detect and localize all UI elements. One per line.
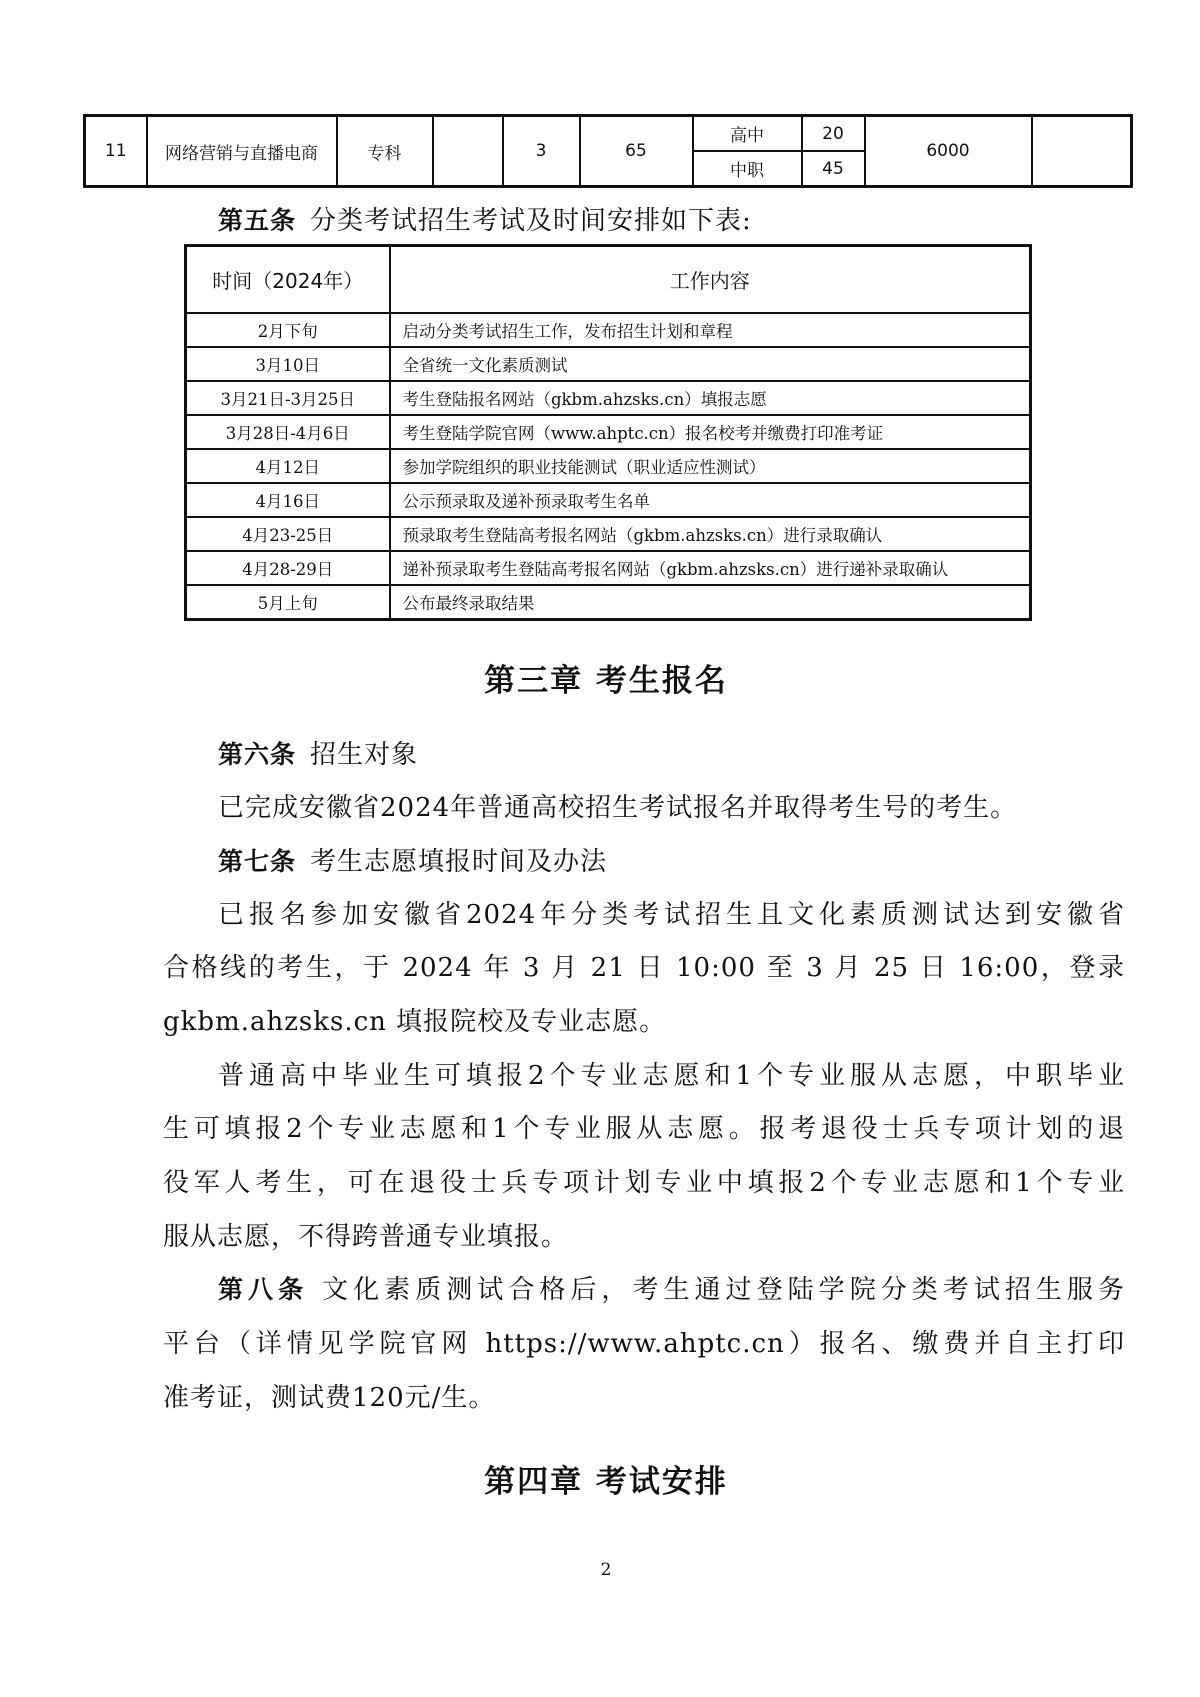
table-row <box>186 415 1031 449</box>
paragraph-line: 生可填报2个专业志愿和1个专业服从志愿。报考退役士兵专项计划的退 <box>163 1114 1125 1144</box>
schedule-content: 公布最终录取结果 <box>390 585 1031 620</box>
schedule-time: 2月下旬 <box>186 313 390 347</box>
paragraph-line: 普通高中毕业生可填报2个专业志愿和1个专业服从志愿，中职毕业 <box>218 1061 1125 1091</box>
table-row <box>186 449 1031 483</box>
major-name: 网络营销与直播电商 <box>147 116 337 187</box>
schedule-content: 考生登陆学院官网（www.ahptc.cn）报名校考并缴费打印准考证 <box>390 415 1031 449</box>
article6-body: 已完成安徽省2024年普通高校招生考试报名并取得考生号的考生。 <box>218 793 1018 823</box>
schedule-time: 4月23-25日 <box>186 517 390 551</box>
table-header-row <box>186 246 1031 314</box>
article7-heading-line <box>218 845 1125 879</box>
article7-title: 第七条 <box>218 847 297 876</box>
header-time: 时间（2024年） <box>186 246 390 314</box>
schedule-content: 公示预录取及递补预录取考生名单 <box>390 483 1031 517</box>
article6-title: 第六条 <box>218 740 297 769</box>
note-cell <box>1032 116 1132 187</box>
table-row <box>186 517 1031 551</box>
schedule-content: 预录取考生登陆高考报名网站（gkbm.ahzsks.cn）进行录取确认 <box>390 517 1031 551</box>
schedule-table <box>184 244 1032 621</box>
program-table <box>83 114 1133 188</box>
table-row <box>186 381 1031 415</box>
table-row <box>186 313 1031 347</box>
chapter3-heading: 第三章 考生报名 <box>484 663 728 699</box>
header-content: 工作内容 <box>390 246 1031 314</box>
paragraph-line: gkbm.ahzsks.cn 填报院校及专业志愿。 <box>163 1007 667 1037</box>
article5-line <box>218 204 1125 238</box>
schedule-content: 参加学院组织的职业技能测试（职业适应性测试） <box>390 449 1031 483</box>
paragraph-line: 平台（详情见学院官网 https://www.ahptc.cn）报名、缴费并自主打印 <box>163 1329 1125 1359</box>
schedule-content: 考生登陆报名网站（gkbm.ahzsks.cn）填报志愿 <box>390 381 1031 415</box>
article8-title: 第八条 <box>218 1275 309 1304</box>
schedule-time: 4月28-29日 <box>186 551 390 585</box>
table-row <box>186 483 1031 517</box>
table-row <box>186 585 1031 620</box>
schedule-time: 3月28日-4月6日 <box>186 415 390 449</box>
table-row <box>85 116 1132 152</box>
years: 3 <box>503 116 580 187</box>
schedule-time: 4月12日 <box>186 449 390 483</box>
source-type: 高中 <box>693 116 802 152</box>
schedule-time: 3月10日 <box>186 347 390 381</box>
level: 专科 <box>337 116 433 187</box>
article5-title: 第五条 <box>218 206 297 235</box>
total-plan: 65 <box>580 116 693 187</box>
schedule-content: 启动分类考试招生工作，发布招生计划和章程 <box>390 313 1031 347</box>
article8-line <box>218 1273 1125 1307</box>
chapter4-heading: 第四章 考试安排 <box>484 1464 728 1500</box>
schedule-time: 3月21日-3月25日 <box>186 381 390 415</box>
source-count: 20 <box>802 116 865 152</box>
paragraph-line: 服从志愿，不得跨普通专业填报。 <box>163 1222 569 1252</box>
article6-heading: 招生对象 <box>310 740 419 770</box>
article7-heading: 考生志愿填报时间及办法 <box>310 847 608 877</box>
empty-cell <box>433 116 503 187</box>
paragraph-line: 已报名参加安徽省2024年分类考试招生且文化素质测试达到安徽省 <box>218 900 1125 930</box>
paragraph-line: 役军人考生，可在退役士兵专项计划专业中填报2个专业志愿和1个专业 <box>163 1168 1125 1198</box>
paragraph-line: 合格线的考生，于 2024 年 3 月 21 日 10:00 至 3 月 25 日 16:00，登录 <box>163 953 1125 983</box>
article5-text: 分类考试招生考试及时间安排如下表: <box>310 206 752 236</box>
schedule-content: 递补预录取考生登陆高考报名网站（gkbm.ahzsks.cn）进行递补录取确认 <box>390 551 1031 585</box>
source-type: 中职 <box>693 151 802 187</box>
source-count: 45 <box>802 151 865 187</box>
schedule-time: 5月上旬 <box>186 585 390 620</box>
paragraph-line: 准考证，测试费120元/生。 <box>163 1383 496 1413</box>
tuition-fee: 6000 <box>865 116 1032 187</box>
page-number: 2 <box>600 1560 612 1580</box>
schedule-content: 全省统一文化素质测试 <box>390 347 1031 381</box>
row-index: 11 <box>85 116 147 187</box>
table-row <box>186 347 1031 381</box>
paragraph-line: 文化素质测试合格后，考生通过登陆学院分类考试招生服务 <box>322 1275 1125 1305</box>
schedule-time: 4月16日 <box>186 483 390 517</box>
table-row <box>186 551 1031 585</box>
article6-heading-line <box>218 738 1125 772</box>
